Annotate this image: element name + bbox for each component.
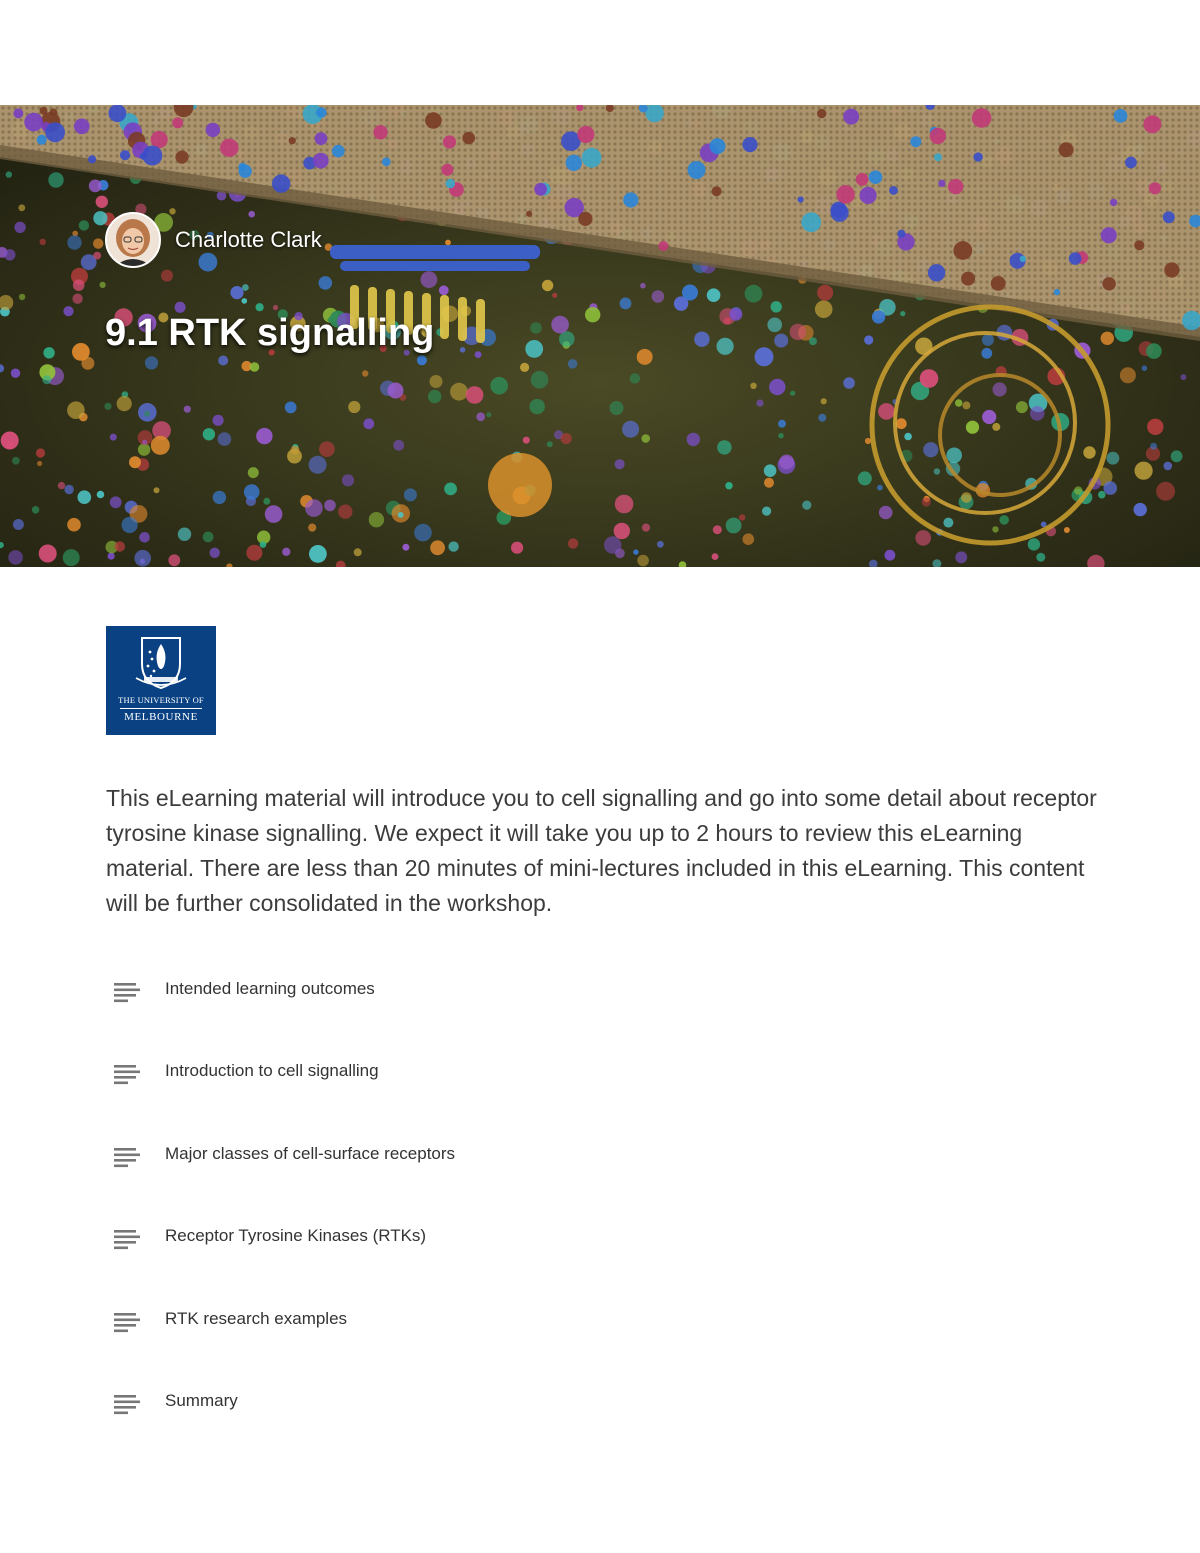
logo-rule: [120, 708, 202, 709]
author-name[interactable]: Charlotte Clark: [175, 227, 322, 252]
lesson-label[interactable]: Receptor Tyrosine Kinases (RTKs): [165, 1226, 427, 1246]
text-lines-icon: [114, 1228, 140, 1250]
lesson-label[interactable]: Major classes of cell-surface receptors: [165, 1143, 456, 1163]
author: [105, 212, 322, 268]
text-lines-icon: [114, 1311, 140, 1333]
lesson-list: [114, 965, 1094, 1459]
lesson-label[interactable]: RTK research examples: [165, 1308, 348, 1328]
author-avatar: [105, 212, 161, 268]
text-lines-icon: [114, 981, 140, 1003]
text-lines-icon: [114, 1393, 140, 1415]
lesson-item-introduction-to-cell-signalling[interactable]: [114, 1047, 1094, 1129]
logo-text-line1: THE UNIVERSITY OF: [118, 695, 204, 705]
hero-banner: [0, 105, 1200, 567]
logo-text-line2: MELBOURNE: [124, 711, 198, 723]
text-lines-icon: [114, 1063, 140, 1085]
course-description: This eLearning material will introduce you to cell signalling and go into some detail about receptor tyrosine kinase signalling. We expect it will take you up to 2 hours to review this eLearning material. There are less than 20 minutes of mini-lectures included in this eLearning. This content will be further consolidated in the workshop.: [106, 785, 1097, 916]
lesson-label[interactable]: Summary: [165, 1390, 238, 1410]
page-title: 9.1 RTK signalling: [105, 312, 435, 354]
lesson-item-rtk-research-examples[interactable]: [114, 1295, 1094, 1377]
lesson-item-receptor-tyrosine-kinases[interactable]: [114, 1212, 1094, 1294]
lesson-label[interactable]: Intended learning outcomes: [165, 979, 375, 998]
crest-icon: [106, 626, 216, 696]
lesson-label[interactable]: Introduction to cell signalling: [165, 1061, 379, 1081]
university-logo: [106, 626, 216, 735]
lesson-item-major-classes-of-cell-surface-receptors[interactable]: [114, 1130, 1094, 1212]
lesson-item-summary[interactable]: [114, 1377, 1094, 1459]
lesson-item-intended-learning-outcomes[interactable]: [114, 965, 1094, 1047]
text-lines-icon: [114, 1146, 140, 1168]
